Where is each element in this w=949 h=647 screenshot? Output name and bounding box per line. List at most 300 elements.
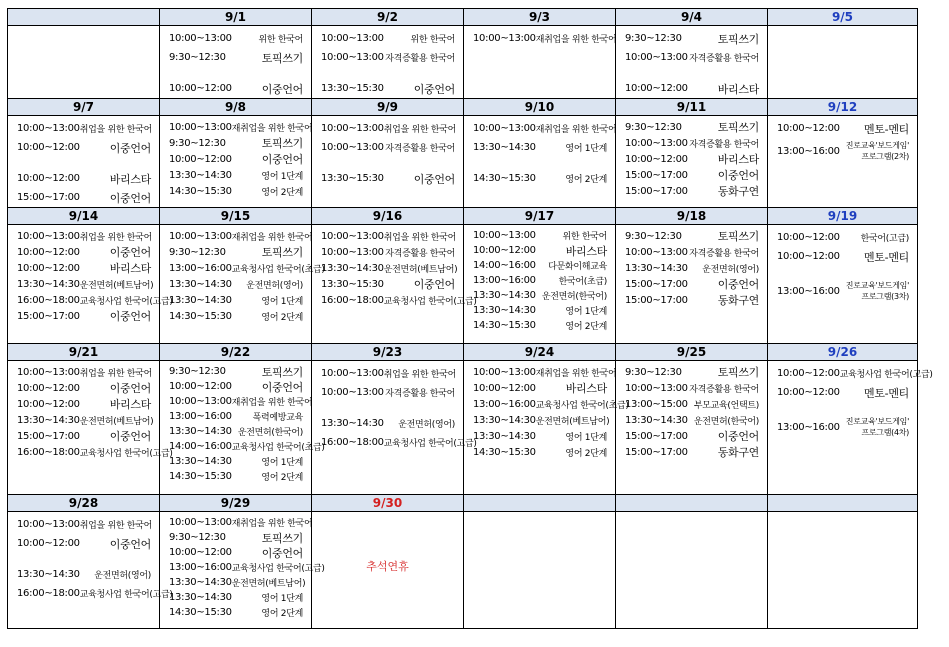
event-time: 13:30~14:30 bbox=[321, 418, 384, 429]
event-time: 9:30~12:30 bbox=[625, 33, 682, 44]
event-time: 10:00~12:00 bbox=[17, 142, 80, 153]
event-name: 이중언어 bbox=[413, 82, 455, 96]
day-date-label: 9/25 bbox=[616, 344, 768, 361]
schedule-event bbox=[616, 380, 767, 396]
schedule-event bbox=[8, 364, 159, 380]
event-time: 13:30~14:30 bbox=[473, 305, 536, 316]
event-time: 10:00~12:00 bbox=[777, 232, 840, 243]
event-time: 10:00~12:00 bbox=[777, 123, 840, 134]
day-cell bbox=[616, 26, 768, 99]
event-time: 15:00~17:00 bbox=[625, 169, 688, 181]
event-name: 토픽쓰기 bbox=[261, 137, 303, 150]
event-name: 영어 1단계 bbox=[261, 594, 303, 604]
schedule-event bbox=[768, 247, 917, 266]
event-time: 13:00~16:00 bbox=[473, 275, 536, 286]
schedule-event bbox=[8, 188, 159, 207]
event-time: 13:30~14:30 bbox=[169, 426, 232, 437]
event-time: 16:00~18:00 bbox=[321, 437, 384, 448]
day-cell bbox=[160, 225, 325, 344]
day-cell bbox=[8, 361, 173, 495]
schedule-event bbox=[8, 138, 159, 157]
schedule-event bbox=[312, 433, 477, 452]
day-date-label bbox=[8, 9, 160, 26]
event-name: 토픽쓰기 bbox=[717, 366, 759, 379]
event-name: 이중언어 bbox=[413, 278, 455, 291]
event-time: 13:30~15:30 bbox=[321, 173, 384, 184]
schedule-event bbox=[616, 292, 767, 308]
event-time: 10:00~13:00 bbox=[17, 519, 80, 530]
event-time: 13:30~14:30 bbox=[169, 592, 232, 603]
day-cell bbox=[616, 116, 768, 208]
event-name: 교육청사업 한국어(초급) bbox=[231, 264, 325, 275]
schedule-event bbox=[160, 276, 311, 292]
event-name: 멘토-멘티 bbox=[864, 386, 909, 400]
schedule-event bbox=[8, 584, 173, 603]
event-name: 영어 2단계 bbox=[261, 187, 303, 198]
event-name: 진로교육'보드게임' 프로그램(2차) bbox=[845, 141, 909, 161]
day-cell bbox=[464, 116, 616, 208]
day-date-label: 9/10 bbox=[464, 99, 616, 116]
day-date-label: 9/22 bbox=[160, 344, 312, 361]
event-name: 바리스타 bbox=[717, 153, 759, 166]
day-cell bbox=[312, 512, 464, 629]
schedule-event bbox=[8, 412, 159, 428]
event-time: 10:00~12:00 bbox=[777, 251, 840, 262]
schedule-event bbox=[160, 308, 311, 324]
event-name: 교육청사업 한국어(고급) bbox=[79, 448, 173, 459]
event-time: 15:00~17:00 bbox=[17, 430, 80, 442]
day-date-label: 9/24 bbox=[464, 344, 616, 361]
event-time: 14:30~15:30 bbox=[473, 320, 536, 331]
day-date-label: 9/8 bbox=[160, 99, 312, 116]
schedule-event bbox=[312, 244, 463, 260]
event-time: 13:30~14:30 bbox=[17, 278, 80, 290]
day-cell bbox=[616, 225, 768, 344]
event-time: 9:30~12:30 bbox=[625, 366, 682, 378]
event-time: 10:00~13:00 bbox=[473, 230, 536, 241]
event-name: 바리스타 bbox=[565, 244, 607, 258]
day-date-label: 9/4 bbox=[616, 9, 768, 26]
schedule-event bbox=[616, 183, 767, 199]
event-name: 이중언어 bbox=[261, 153, 303, 166]
schedule-event bbox=[160, 590, 311, 605]
event-time: 10:00~13:00 bbox=[321, 52, 384, 63]
day-date-label: 9/21 bbox=[8, 344, 160, 361]
day-date-label: 9/16 bbox=[312, 208, 464, 225]
event-name: 자격증활용 한국어 bbox=[689, 139, 759, 150]
event-time: 13:30~14:30 bbox=[17, 414, 80, 426]
day-date-label bbox=[616, 495, 768, 512]
day-date-label: 9/26 bbox=[768, 344, 918, 361]
day-date-label: 9/9 bbox=[312, 99, 464, 116]
event-time: 9:30~12:30 bbox=[169, 52, 226, 63]
event-time: 10:00~13:00 bbox=[473, 366, 536, 378]
event-name: 위한 한국어 bbox=[562, 232, 607, 242]
event-time: 15:00~17:00 bbox=[625, 294, 688, 306]
week-header-row bbox=[8, 9, 918, 26]
event-name: 취업을 위한 한국어 bbox=[79, 521, 152, 531]
schedule-event bbox=[160, 119, 311, 135]
event-name: 영어 2단계 bbox=[565, 322, 607, 332]
day-date-label: 9/7 bbox=[8, 99, 160, 116]
event-name: 토픽쓰기 bbox=[261, 246, 303, 259]
event-name: 교육청사업 한국어(초급) bbox=[231, 443, 325, 453]
event-name: 바리스타 bbox=[109, 398, 151, 411]
event-time: 13:30~14:30 bbox=[321, 262, 384, 274]
day-cell bbox=[160, 512, 325, 629]
schedule-event bbox=[464, 318, 615, 333]
schedule-event bbox=[8, 565, 159, 584]
event-name: 운전면허(한국어) bbox=[237, 428, 303, 438]
event-name: 영어 1단계 bbox=[261, 458, 303, 468]
event-time: 10:00~13:00 bbox=[169, 33, 232, 44]
event-name: 취업을 위한 한국어 bbox=[79, 125, 152, 135]
schedule-event bbox=[160, 394, 311, 409]
schedule-event bbox=[160, 454, 311, 469]
event-name: 영어 2단계 bbox=[565, 448, 607, 459]
event-name: 동화구연 bbox=[717, 185, 759, 198]
event-time: 14:30~15:30 bbox=[169, 471, 232, 482]
event-name: 진로교육'보드게임' 프로그램(4차) bbox=[845, 417, 909, 437]
schedule-event bbox=[616, 29, 767, 48]
schedule-event bbox=[160, 135, 311, 151]
schedule-event bbox=[768, 138, 917, 164]
schedule-event bbox=[160, 29, 311, 48]
event-name: 운전면허(영어) bbox=[702, 264, 759, 275]
event-name: 취업을 위한 한국어 bbox=[79, 232, 152, 243]
schedule-event bbox=[464, 364, 615, 380]
day-date-label: 9/1 bbox=[160, 9, 312, 26]
schedule-event bbox=[768, 119, 917, 138]
event-name: 토픽쓰기 bbox=[717, 121, 759, 134]
schedule-event bbox=[160, 244, 311, 260]
event-time: 10:00~12:00 bbox=[17, 398, 80, 410]
day-date-label: 9/5 bbox=[768, 9, 918, 26]
event-name: 영어 1단계 bbox=[261, 171, 303, 182]
day-cell bbox=[160, 361, 325, 495]
event-name: 재취업을 위한 한국어 bbox=[231, 519, 313, 529]
event-time: 9:30~12:30 bbox=[625, 121, 682, 133]
event-name: 이중언어 bbox=[109, 141, 151, 155]
event-time: 10:00~12:00 bbox=[473, 245, 536, 256]
event-time: 9:30~12:30 bbox=[169, 366, 226, 377]
day-cell bbox=[464, 512, 616, 629]
schedule-event bbox=[312, 79, 463, 98]
event-name: 영어 1단계 bbox=[565, 432, 607, 443]
event-name: 운전면허(영어) bbox=[94, 571, 151, 581]
week-events-row bbox=[8, 512, 918, 629]
event-time: 10:00~13:00 bbox=[473, 33, 536, 44]
schedule-event bbox=[768, 228, 917, 247]
schedule-event bbox=[160, 260, 325, 276]
event-name: 운전면허(한국어) bbox=[541, 292, 607, 302]
schedule-event bbox=[8, 260, 159, 276]
event-name: 이중언어 bbox=[109, 191, 151, 205]
event-name: 멘토-멘티 bbox=[864, 122, 909, 136]
schedule-event bbox=[616, 364, 767, 380]
schedule-event bbox=[616, 119, 767, 135]
day-cell bbox=[160, 116, 312, 208]
event-name: 영어 2단계 bbox=[565, 175, 607, 185]
event-name: 이중언어 bbox=[261, 380, 303, 394]
schedule-event bbox=[160, 575, 311, 590]
event-time: 14:30~15:30 bbox=[473, 446, 536, 458]
day-cell bbox=[8, 116, 160, 208]
week-header-row bbox=[8, 495, 918, 512]
event-name: 운전면허(베트남어) bbox=[79, 416, 154, 427]
schedule-event bbox=[312, 292, 477, 308]
schedule-event bbox=[616, 228, 767, 244]
schedule-event bbox=[312, 276, 463, 292]
event-name: 취업을 위한 한국어 bbox=[79, 368, 152, 379]
day-date-label: 9/11 bbox=[616, 99, 768, 116]
schedule-event bbox=[464, 138, 615, 157]
schedule-event bbox=[160, 469, 311, 484]
schedule-event bbox=[8, 119, 159, 138]
week-header-row bbox=[8, 344, 918, 361]
event-time: 13:30~14:30 bbox=[169, 577, 232, 588]
event-time: 10:00~12:00 bbox=[169, 83, 232, 94]
schedule-event bbox=[616, 167, 767, 183]
event-time: 14:30~15:30 bbox=[169, 310, 232, 322]
event-time: 13:00~16:00 bbox=[169, 562, 232, 573]
schedule-event bbox=[160, 409, 311, 424]
event-time: 10:00~13:00 bbox=[321, 123, 384, 134]
week-events-row bbox=[8, 225, 918, 344]
event-time: 10:00~13:00 bbox=[169, 517, 232, 528]
event-time: 14:30~15:30 bbox=[169, 607, 232, 618]
event-time: 13:00~16:00 bbox=[777, 145, 840, 157]
event-time: 10:00~13:00 bbox=[321, 33, 384, 44]
schedule-event bbox=[616, 151, 767, 167]
event-time: 10:00~12:00 bbox=[17, 382, 80, 394]
event-name: 다문화이해교육 bbox=[548, 262, 607, 272]
schedule-event bbox=[160, 439, 325, 454]
event-name: 자격증활용 한국어 bbox=[385, 144, 455, 154]
event-time: 13:30~14:30 bbox=[625, 414, 688, 426]
event-time: 16:00~18:00 bbox=[321, 294, 384, 306]
event-name: 멘토-멘티 bbox=[864, 250, 909, 264]
schedule-event bbox=[464, 396, 629, 412]
event-time: 13:30~14:30 bbox=[625, 262, 688, 274]
event-name: 토픽쓰기 bbox=[261, 531, 303, 545]
week-events-row bbox=[8, 361, 918, 495]
schedule-event bbox=[464, 303, 615, 318]
schedule-event bbox=[160, 605, 311, 620]
schedule-event bbox=[160, 151, 311, 167]
event-time: 10:00~13:00 bbox=[169, 121, 232, 133]
event-name: 이중언어 bbox=[109, 537, 151, 551]
schedule-event bbox=[616, 79, 767, 98]
event-time: 13:30~14:30 bbox=[473, 142, 536, 153]
day-cell bbox=[312, 116, 464, 208]
event-time: 10:00~13:00 bbox=[17, 366, 80, 378]
event-time: 13:00~16:00 bbox=[473, 398, 536, 410]
event-name: 운전면허(베트남어) bbox=[535, 416, 610, 427]
event-time: 10:00~12:00 bbox=[777, 368, 840, 379]
event-name: 이중언어 bbox=[109, 246, 151, 259]
event-name: 이중언어 bbox=[109, 382, 151, 395]
event-name: 이중언어 bbox=[717, 430, 759, 443]
event-time: 13:30~14:30 bbox=[169, 456, 232, 467]
day-date-label bbox=[768, 495, 918, 512]
schedule-event bbox=[160, 228, 311, 244]
event-name: 진로교육'보드게임' 프로그램(3차) bbox=[845, 281, 909, 301]
event-time: 14:00~16:00 bbox=[473, 260, 536, 271]
schedule-event bbox=[160, 545, 311, 560]
event-name: 폭력예방교육 bbox=[252, 413, 303, 423]
event-time: 13:30~14:30 bbox=[169, 294, 232, 306]
schedule-event bbox=[464, 29, 615, 48]
event-time: 9:30~12:30 bbox=[625, 230, 682, 242]
day-cell bbox=[464, 26, 616, 99]
schedule-event bbox=[8, 308, 159, 324]
event-name: 영어 2단계 bbox=[261, 609, 303, 619]
event-name: 이중언어 bbox=[717, 278, 759, 291]
event-name: 영어 2단계 bbox=[261, 473, 303, 483]
event-time: 13:30~14:30 bbox=[17, 569, 80, 580]
schedule-event bbox=[464, 380, 615, 396]
schedule-event bbox=[464, 444, 615, 460]
event-name: 동화구연 bbox=[717, 446, 759, 459]
schedule-event bbox=[8, 428, 159, 444]
event-name: 토픽쓰기 bbox=[261, 51, 303, 65]
event-time: 15:00~17:00 bbox=[625, 185, 688, 197]
event-time: 14:30~15:30 bbox=[169, 185, 232, 197]
schedule-event bbox=[616, 444, 767, 460]
event-time: 10:00~12:00 bbox=[17, 173, 80, 184]
event-name: 바리스타 bbox=[109, 262, 151, 275]
event-time: 9:30~12:30 bbox=[169, 532, 226, 543]
event-time: 16:00~18:00 bbox=[17, 446, 80, 458]
event-time: 13:00~15:00 bbox=[625, 398, 688, 410]
schedule-event bbox=[160, 292, 311, 308]
event-name: 운전면허(베트남어) bbox=[231, 579, 306, 589]
event-name: 취업을 위한 한국어 bbox=[383, 232, 456, 243]
schedule-event bbox=[312, 29, 463, 48]
schedule-event bbox=[160, 167, 311, 183]
event-name: 영어 2단계 bbox=[261, 312, 303, 323]
day-date-label: 9/19 bbox=[768, 208, 918, 225]
event-name: 토픽쓰기 bbox=[261, 365, 303, 379]
event-name: 교육청사업 한국어(고급) bbox=[383, 439, 477, 449]
event-time: 10:00~13:00 bbox=[17, 123, 80, 134]
schedule-event bbox=[312, 383, 463, 402]
schedule-event bbox=[616, 276, 767, 292]
event-name: 이중언어 bbox=[261, 546, 303, 560]
day-cell bbox=[8, 512, 173, 629]
day-cell bbox=[312, 361, 477, 495]
event-time: 10:00~12:00 bbox=[17, 246, 80, 258]
event-name: 재취업을 위한 한국어 bbox=[535, 368, 617, 379]
week-events-row bbox=[8, 26, 918, 99]
day-cell bbox=[464, 225, 616, 344]
day-date-label: 9/3 bbox=[464, 9, 616, 26]
event-time: 16:00~18:00 bbox=[17, 294, 80, 306]
event-time: 10:00~13:00 bbox=[169, 230, 232, 242]
event-name: 이중언어 bbox=[109, 310, 151, 323]
event-name: 바리스타 bbox=[717, 82, 759, 96]
day-cell bbox=[768, 361, 933, 495]
event-time: 16:00~18:00 bbox=[17, 588, 80, 599]
event-name: 동화구연 bbox=[717, 294, 759, 307]
schedule-event bbox=[8, 444, 173, 460]
schedule-event bbox=[312, 228, 463, 244]
event-name: 재취업을 위한 한국어 bbox=[231, 232, 313, 243]
day-cell bbox=[768, 225, 918, 344]
event-name: 이중언어 bbox=[109, 430, 151, 443]
event-time: 15:00~17:00 bbox=[625, 278, 688, 290]
week-header-row bbox=[8, 208, 918, 225]
schedule-event bbox=[312, 119, 463, 138]
event-time: 13:00~16:00 bbox=[777, 421, 840, 433]
schedule-event bbox=[8, 169, 159, 188]
event-time: 10:00~13:00 bbox=[625, 246, 688, 258]
schedule-event bbox=[160, 424, 311, 439]
day-cell bbox=[616, 512, 768, 629]
event-name: 위한 한국어 bbox=[410, 35, 455, 45]
event-time: 13:00~16:00 bbox=[169, 262, 232, 274]
event-time: 14:00~16:00 bbox=[169, 441, 232, 452]
event-name: 토픽쓰기 bbox=[717, 230, 759, 243]
schedule-event bbox=[616, 48, 767, 67]
monthly-schedule-table bbox=[7, 8, 933, 629]
schedule-event bbox=[768, 278, 917, 304]
day-cell bbox=[312, 225, 477, 344]
event-time: 15:00~17:00 bbox=[625, 446, 688, 458]
event-time: 10:00~12:00 bbox=[169, 547, 232, 558]
day-date-label bbox=[464, 495, 616, 512]
schedule-event bbox=[768, 414, 917, 440]
schedule-event bbox=[464, 228, 615, 243]
schedule-event bbox=[8, 276, 159, 292]
event-name: 자격증활용 한국어 bbox=[689, 384, 759, 395]
event-name: 부모교육(언택트) bbox=[693, 400, 759, 411]
event-time: 10:00~13:00 bbox=[17, 230, 80, 242]
event-time: 10:00~12:00 bbox=[169, 153, 232, 165]
event-time: 10:00~13:00 bbox=[321, 230, 384, 242]
schedule-event bbox=[464, 412, 615, 428]
day-date-label: 9/30 bbox=[312, 495, 464, 512]
event-time: 10:00~13:00 bbox=[625, 137, 688, 149]
schedule-event bbox=[160, 515, 311, 530]
event-time: 10:00~13:00 bbox=[473, 123, 536, 134]
day-date-label: 9/29 bbox=[160, 495, 312, 512]
event-name: 운전면허(영어) bbox=[246, 280, 303, 291]
schedule-event bbox=[464, 428, 615, 444]
event-time: 10:00~12:00 bbox=[777, 387, 840, 398]
day-date-label: 9/17 bbox=[464, 208, 616, 225]
event-time: 15:00~17:00 bbox=[17, 192, 80, 203]
schedule-event bbox=[464, 288, 615, 303]
day-cell bbox=[768, 26, 918, 99]
event-name: 자격증활용 한국어 bbox=[385, 54, 455, 64]
schedule-event bbox=[616, 244, 767, 260]
schedule-event bbox=[768, 383, 917, 402]
day-date-label: 9/15 bbox=[160, 208, 312, 225]
event-name: 자격증활용 한국어 bbox=[689, 54, 759, 64]
event-name: 자격증활용 한국어 bbox=[385, 248, 455, 259]
schedule-event bbox=[616, 135, 767, 151]
event-time: 9:30~12:30 bbox=[169, 246, 226, 258]
event-time: 13:30~14:30 bbox=[473, 430, 536, 442]
event-time: 10:00~13:00 bbox=[625, 382, 688, 394]
event-name: 취업을 위한 한국어 bbox=[383, 125, 456, 135]
schedule-event bbox=[464, 273, 615, 288]
schedule-event bbox=[312, 414, 463, 433]
holiday-label: 추석연휴 bbox=[366, 560, 409, 573]
event-name: 이중언어 bbox=[413, 172, 455, 186]
